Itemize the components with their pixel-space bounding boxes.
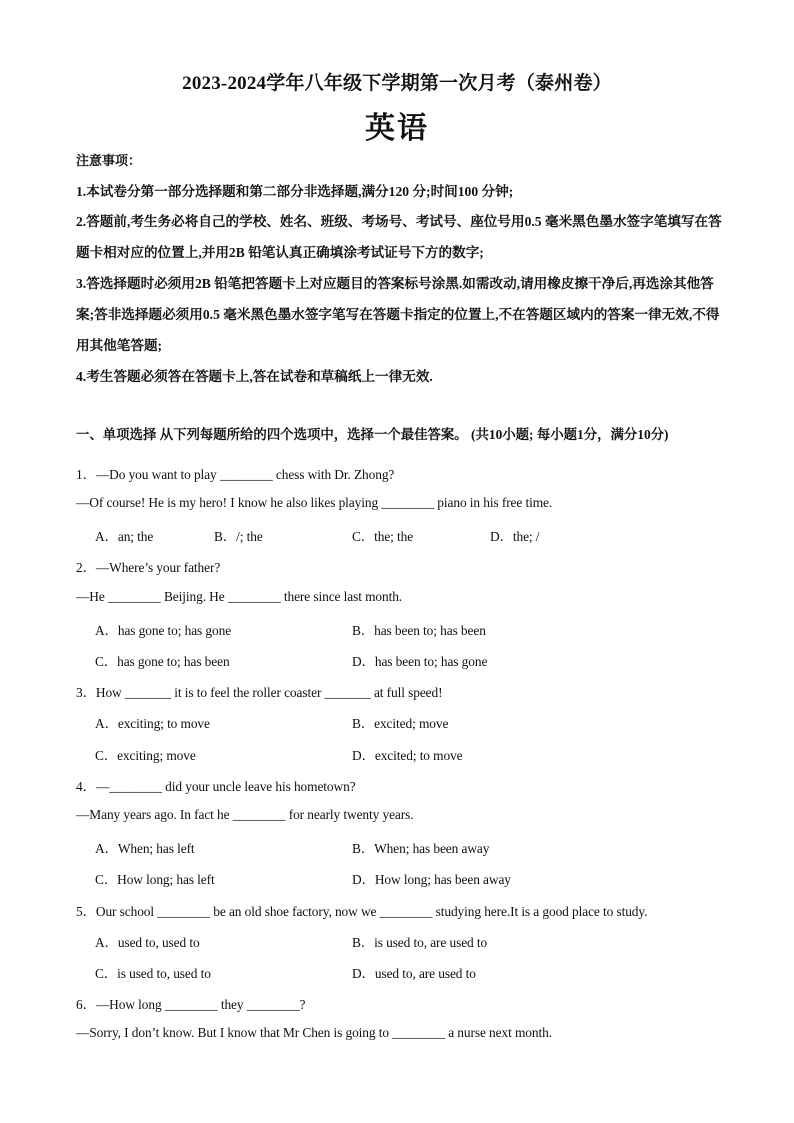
note-item-3: 3.答选择题时必须用2B 铅笔把答题卡上对应题目的答案标号涂黑.如需改动,请用橡皮擦干净后,再选涂其他答案;答非选择题必须用0.5 毫米黑色墨水签字笔写在答题卡指定的位置上,不在答题区域内的答案一律无效,不得用其他笔答题; — [76, 276, 720, 353]
question-4-option-b: B．When; has been away — [352, 841, 490, 856]
question-6-line-2: —Sorry, I don’t know. But I know that Mr Chen is going to ________ a nurse next month. — [76, 1025, 552, 1040]
question-4-option-d: D．How long; has been away — [352, 872, 511, 887]
question-4-stem: 4．—________ did your uncle leave his hometown? — [76, 779, 356, 794]
notes-heading: 注意事项： — [76, 153, 142, 168]
question-2-stem: 2．—Where’s your father? — [76, 560, 221, 575]
question-5-option-a: A．used to, used to — [95, 935, 200, 950]
exam-title: 2023-2024学年八年级下学期第一次月考（泰州卷） — [182, 73, 612, 94]
question-2-option-d: D．has been to; has gone — [352, 654, 488, 669]
question-4-option-c: C．How long; has left — [95, 872, 215, 887]
question-4-line-2: —Many years ago. In fact he ________ for nearly twenty years. — [76, 807, 414, 822]
question-4-option-a: A．When; has left — [95, 841, 195, 856]
question-2-line-2: —He ________ Beijing. He ________ there since last month. — [76, 589, 403, 604]
question-2-option-b: B．has been to; has been — [352, 623, 486, 638]
subject-title: 英语 — [365, 112, 429, 145]
question-6-stem: 6．—How long ________ they ________? — [76, 997, 306, 1012]
question-1-option-b: B．/; the — [214, 529, 263, 544]
question-3-stem: 3．How _______ it is to feel the roller coaster _______ at full speed! — [76, 685, 443, 700]
question-3-option-c: C．exciting; move — [95, 748, 196, 763]
question-3-option-d: D．excited; to move — [352, 748, 463, 763]
question-1-stem: 1．—Do you want to play ________ chess with Dr. Zhong? — [76, 467, 395, 482]
question-3-option-a: A．exciting; to move — [95, 716, 210, 731]
question-1-line-2: —Of course! He is my hero! I know he also likes playing ________ piano in his free time. — [76, 495, 553, 510]
question-5-option-d: D．used to, are used to — [352, 966, 476, 981]
question-5-stem: 5．Our school ________ be an old shoe factory, now we ________ studying here.It is a good place to study. — [76, 904, 648, 919]
question-1-option-c: C．the; the — [352, 529, 414, 544]
question-5-option-c: C．is used to, used to — [95, 966, 211, 981]
question-1-option-a: A．an; the — [95, 529, 154, 544]
question-5-option-b: B．is used to, are used to — [352, 935, 488, 950]
question-3-option-b: B．excited; move — [352, 716, 449, 731]
question-1-option-d: D．the; / — [490, 529, 540, 544]
section-heading: 一、单项选择 从下列每题所给的四个选项中，选择一个最佳答案。 (共10小题; 每小题1分，满分10分) — [76, 427, 669, 442]
question-2-option-a: A．has gone to; has gone — [95, 623, 232, 638]
note-item-2: 2.答题前,考生务必将自己的学校、姓名、班级、考场号、考试号、座位号用0.5 毫米黑色墨水签字笔填写在答题卡相对应的位置上,并用2B 铅笔认真正确填涂考试证号下方的数字; — [76, 214, 722, 260]
question-2-option-c: C．has gone to; has been — [95, 654, 230, 669]
note-item-4: 4.考生答题必须答在答题卡上,答在试卷和草稿纸上一律无效. — [76, 369, 433, 384]
note-item-1: 1.本试卷分第一部分选择题和第二部分非选择题,满分120 分;时间100 分钟; — [76, 184, 514, 199]
